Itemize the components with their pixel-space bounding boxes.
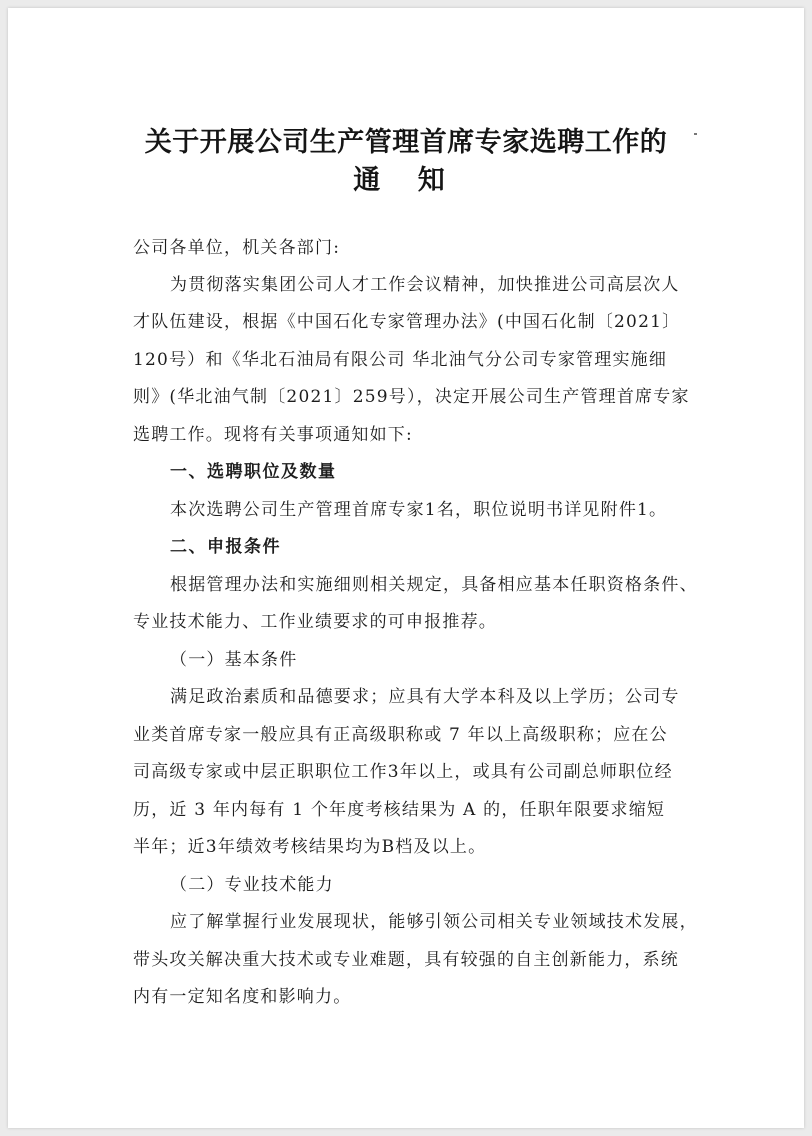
paragraph-line: 司高级专家或中层正职职位工作3年以上，或具有公司副总师职位经: [133, 762, 673, 782]
paragraph-line: 业类首席专家一般应具有正高级职称或 7 年以上高级职称；应在公: [133, 725, 668, 745]
section-heading: 二、申报条件: [170, 537, 281, 557]
subsection-heading: （一）基本条件: [170, 650, 298, 670]
paragraph-line: 应了解掌握行业发展现状，能够引领公司相关专业领域技术发展，: [170, 912, 698, 932]
document-title: 关于开展公司生产管理首席专家选聘工作的: [144, 127, 668, 158]
document-title-notice: 通 知: [353, 165, 459, 196]
paragraph-line: 则》(华北油气制〔2021〕259号），决定开展公司生产管理首席专家: [133, 387, 690, 407]
paragraph-line: 为贯彻落实集团公司人才工作会议精神，加快推进公司高层次人: [170, 275, 680, 295]
section-heading: 一、选聘职位及数量: [170, 462, 337, 482]
paragraph-line: 根据管理办法和实施细则相关规定，具备相应基本任职资格条件、: [170, 575, 698, 595]
paragraph-line: 120号）和《华北石油局有限公司 华北油气分公司专家管理实施细: [133, 350, 668, 370]
paragraph-line: 带头攻关解决重大技术或专业难题，具有较强的自主创新能力，系统: [133, 950, 679, 970]
paragraph-line: 内有一定知名度和影响力。: [133, 987, 352, 1007]
scan-speck: [694, 133, 697, 135]
salutation: 公司各单位，机关各部门:: [133, 238, 341, 258]
paragraph-line: 满足政治素质和品德要求；应具有大学本科及以上学历；公司专: [170, 687, 680, 707]
paragraph-line: 半年；近3年绩效考核结果均为B档及以上。: [133, 837, 487, 857]
paragraph-line: 才队伍建设，根据《中国石化专家管理办法》(中国石化制〔2021〕: [133, 312, 681, 332]
paragraph-line: 本次选聘公司生产管理首席专家1名，职位说明书详见附件1。: [170, 500, 668, 520]
paragraph-line: 专业技术能力、工作业绩要求的可申报推荐。: [133, 612, 497, 632]
paragraph-line: 选聘工作。现将有关事项通知如下:: [133, 425, 413, 445]
document-page: [8, 8, 804, 1128]
paragraph-line: 历，近 3 年内每有 1 个年度考核结果为 A 的，任职年限要求缩短: [133, 800, 666, 820]
subsection-heading: （二）专业技术能力: [170, 875, 334, 895]
